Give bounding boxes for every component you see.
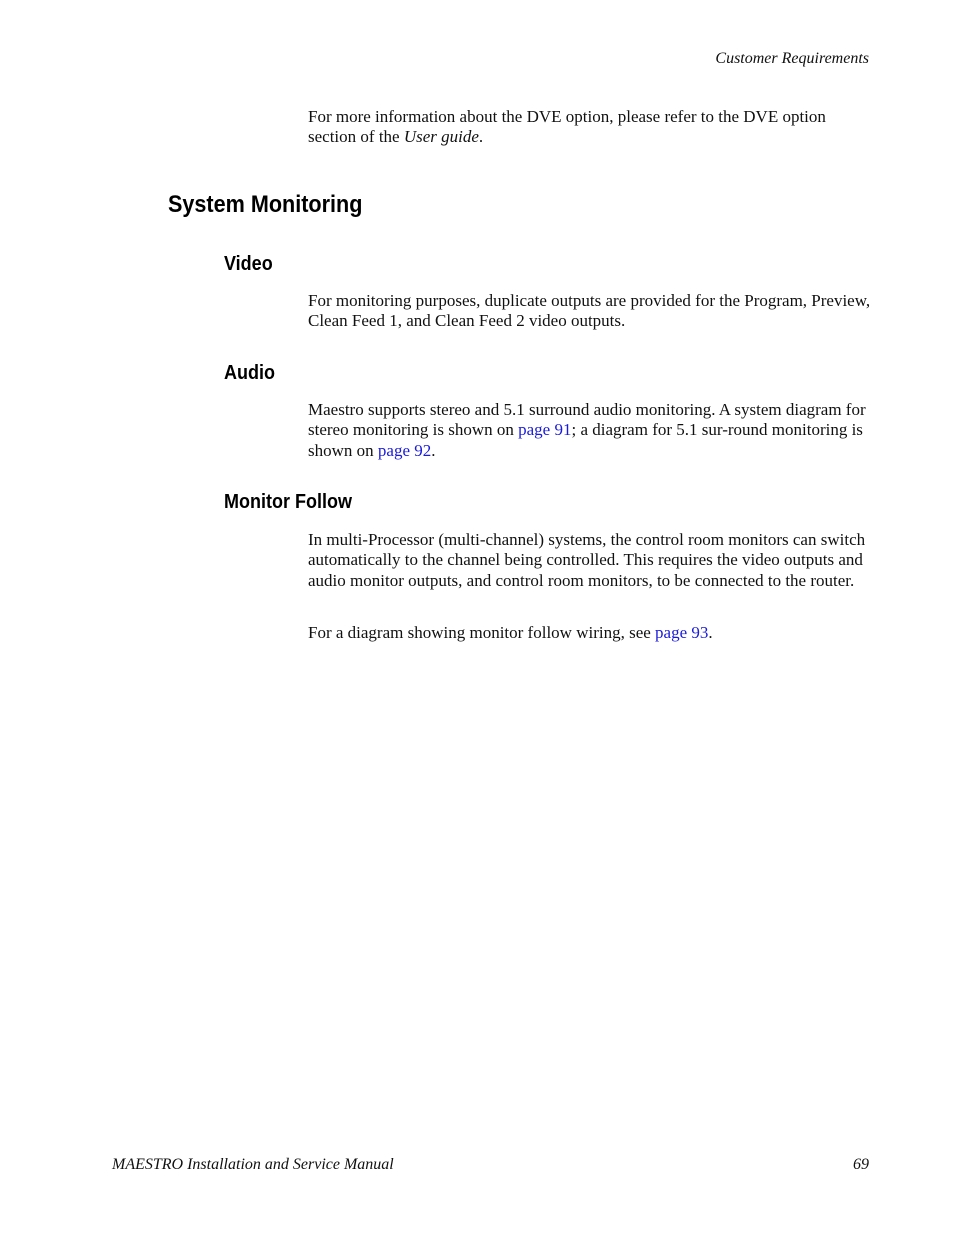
audio-text-3: . — [431, 440, 436, 460]
footer-manual-title: MAESTRO Installation and Service Manual — [112, 1156, 394, 1173]
monitor-follow-diagram-paragraph — [308, 623, 874, 643]
monitor-follow-paragraph: In multi-Processor (multi-channel) systems, the control room monitors can switch automatically to the channel being controlled. This requires the video outputs and audio monitor outputs, and control room monitors, to be connected to the router. — [308, 530, 866, 590]
audio-heading: Audio — [224, 362, 275, 384]
intro-text: For more information about the DVE option, please refer to the DVE option section of the — [308, 107, 826, 147]
diagram-text: For a diagram showing monitor follow wiring, see — [308, 623, 656, 642]
diagram-text-end: . — [708, 623, 713, 642]
audio-text-2: ; a diagram for 5.1 sur-round monitoring is shown on — [308, 420, 863, 460]
section-title: System Monitoring — [168, 191, 363, 218]
video-paragraph: For monitoring purposes, duplicate outputs are provided for the Program, Preview, Clean Feed 1, and Clean Feed 2 video outputs. — [308, 291, 871, 331]
intro-text-end: . — [478, 127, 484, 147]
page-93-link[interactable]: page 93 — [655, 623, 709, 642]
page-92-link[interactable]: page 92 — [377, 440, 432, 460]
page-91-link[interactable]: page 91 — [518, 420, 572, 440]
user-guide-title: User guide — [403, 127, 479, 147]
audio-paragraph — [308, 400, 874, 461]
intro-paragraph — [308, 107, 874, 148]
monitor-follow-heading: Monitor Follow — [224, 491, 352, 513]
video-heading: Video — [224, 253, 273, 275]
audio-text-1: Maestro supports stereo and 5.1 surround audio monitoring. A system diagram for stereo monitoring is shown on — [308, 400, 866, 440]
running-header: Customer Requirements — [715, 50, 869, 67]
footer-page-number: 69 — [853, 1156, 869, 1173]
